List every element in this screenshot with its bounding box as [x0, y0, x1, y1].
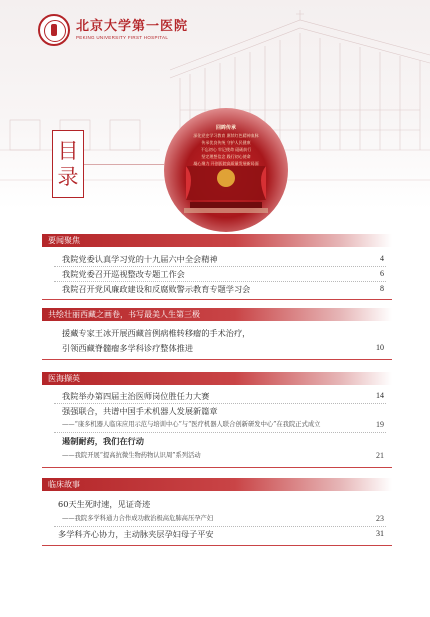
- toc-entry[interactable]: [62, 327, 384, 339]
- section-header: [42, 308, 392, 321]
- entry-page: 14: [376, 391, 384, 400]
- section-header: [42, 478, 392, 491]
- section-title: 共绘壮丽西藏之画卷，书写最美人生第三极: [48, 310, 200, 319]
- entry-title: ——我院开展“提高抗微生物药物认识周”系列活动: [62, 452, 201, 459]
- toc-entry[interactable]: [62, 268, 384, 280]
- entry-title: 引领西藏脊髓瘤多学科诊疗整体推进: [62, 343, 194, 353]
- toc-entry[interactable]: [62, 405, 384, 417]
- photo-heading: 回眸传承: [215, 125, 236, 131]
- entry-page: 6: [380, 269, 384, 278]
- section-divider: [42, 467, 392, 468]
- entry-page: 10: [376, 343, 384, 352]
- toc-title-divider: [84, 164, 164, 165]
- entry-page: 8: [380, 284, 384, 293]
- entry-title: 多学科齐心协力，主动脉夹层孕妇母子平安: [58, 529, 214, 539]
- entry-title: 我院召开党风廉政建设和反腐败警示教育专题学习会: [62, 284, 251, 294]
- dotted-rule: [54, 403, 386, 404]
- entry-title: ——“康多机器人临床应用示范与培训中心”与“医疗机器人联合创新研发中心”在我院正式成立: [62, 421, 321, 428]
- entry-page: 4: [380, 254, 384, 263]
- dotted-rule: [54, 432, 386, 433]
- toc-title: [52, 130, 84, 198]
- toc-title-char-2: 录: [57, 165, 79, 189]
- toc-title-char-1: 目: [57, 139, 79, 163]
- logo-chinese-name: 北京大学第一医院: [76, 19, 189, 34]
- toc-entry[interactable]: [62, 253, 384, 265]
- photo-caption-line: 深化党史学习教育 赓续红色精神血脉: [193, 133, 259, 138]
- cover-photo: [164, 108, 288, 232]
- dotted-rule: [54, 266, 386, 267]
- entry-page: 23: [376, 514, 384, 523]
- section-clinical-stories: [42, 478, 392, 548]
- entry-title: 60天生死时速，见证奇迹: [58, 499, 151, 509]
- section-header: [42, 372, 392, 385]
- entry-title: 强强联合，共谱中国手术机器人发展新篇章: [62, 406, 218, 416]
- section-title: 临床故事: [48, 480, 80, 489]
- photo-caption-line: 坚定理想信念 践行初心使命: [201, 154, 251, 159]
- toc-entry[interactable]: [62, 283, 384, 295]
- section-title: 要闻聚焦: [48, 236, 80, 245]
- photo-caption-line: 凝心聚力 开创医院高质量发展新局面: [193, 161, 259, 166]
- entry-title: 我院党委召开巡视整改专题工作会: [62, 269, 185, 279]
- photo-caption-line: 传承优良传统 守护人民健康: [201, 140, 251, 145]
- entry-title: 援藏专家王冰开展西藏首例病椎转移瘤的手术治疗，: [62, 328, 251, 338]
- toc-entry-subtitle[interactable]: [62, 419, 384, 431]
- section-medical-highlights: [42, 372, 392, 470]
- entry-title: ——我院多学科通力合作成功救治极高危肺高压孕产妇: [62, 515, 214, 522]
- section-divider: [42, 299, 392, 300]
- section-news-focus: [42, 234, 392, 296]
- entry-title: 我院党委认真学习党的十九届六中全会精神: [62, 254, 218, 264]
- toc-entry[interactable]: [62, 390, 384, 402]
- toc-entry-subtitle[interactable]: [62, 513, 384, 525]
- entry-page: 19: [376, 420, 384, 429]
- entry-title: 遏制耐药，我们在行动: [62, 436, 144, 446]
- toc-entry[interactable]: [62, 435, 384, 447]
- entry-page: 21: [376, 451, 384, 460]
- toc-entry[interactable]: [62, 342, 384, 354]
- toc-entry-subtitle[interactable]: [62, 450, 384, 462]
- photo-caption-line: 不忘初心 牢记使命 砥砺前行: [200, 147, 252, 152]
- hospital-logo: [38, 14, 188, 46]
- section-header: [42, 234, 392, 247]
- logo-english-name: PEKING UNIVERSITY FIRST HOSPITAL: [76, 35, 169, 40]
- section-divider: [42, 359, 392, 360]
- entry-page: 31: [376, 529, 384, 538]
- hospital-seal-icon: [38, 14, 70, 46]
- dotted-rule: [54, 281, 386, 282]
- entry-title: 我院举办第四届主治医师岗位胜任力大赛: [62, 391, 210, 401]
- section-tibet: [42, 308, 392, 358]
- toc-entry[interactable]: [58, 498, 380, 510]
- section-title: 医海撷英: [48, 374, 80, 383]
- toc-entry[interactable]: [58, 528, 384, 540]
- section-divider: [42, 545, 392, 546]
- dotted-rule: [54, 526, 386, 527]
